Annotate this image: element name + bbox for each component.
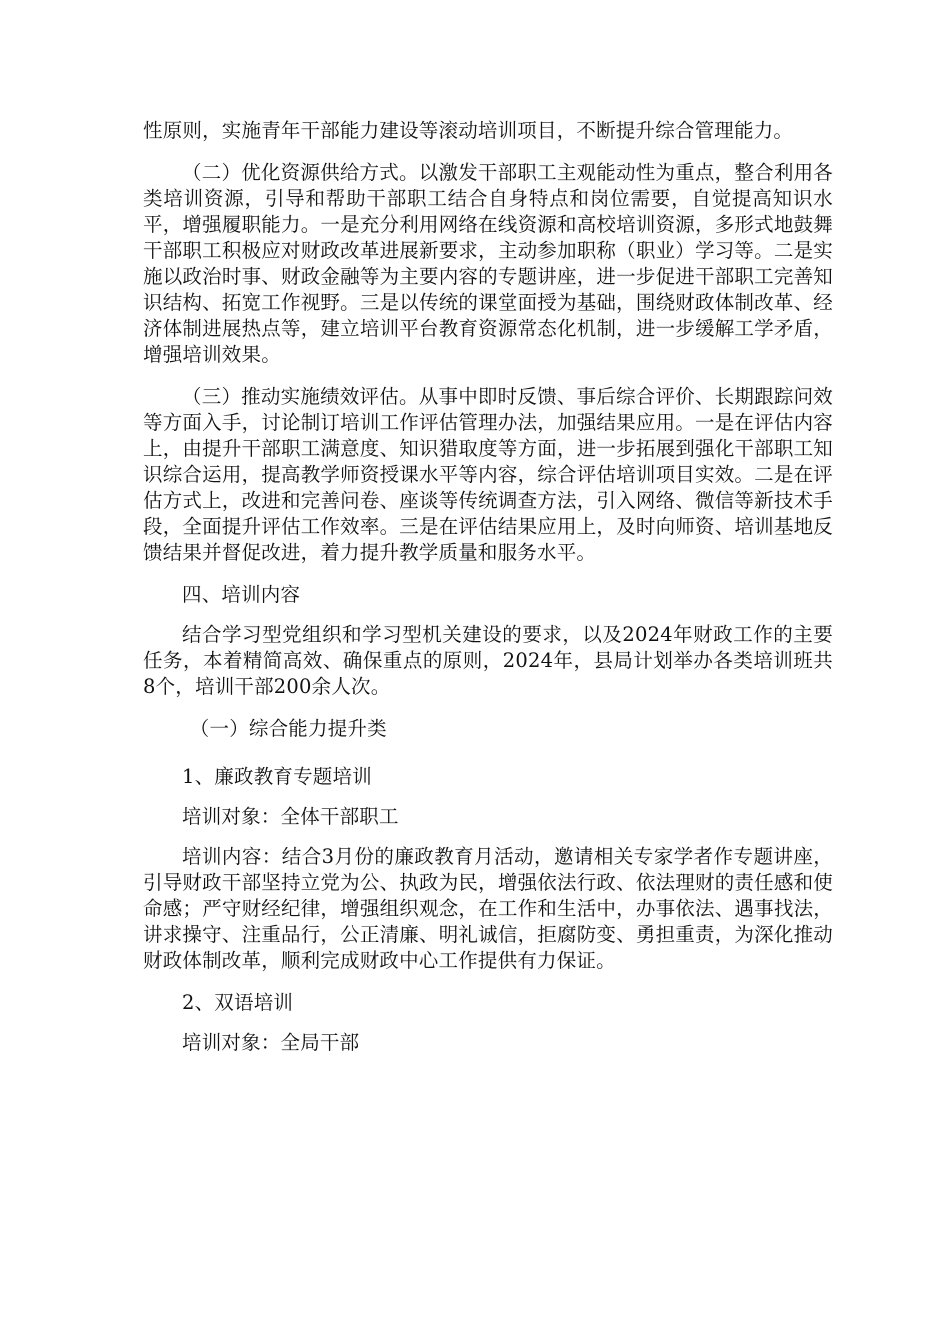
section-heading-training-content: 四、培训内容	[182, 583, 301, 606]
item-target-integrity-training: 培训对象：全体干部职工	[182, 805, 399, 828]
document-page	[143, 118, 833, 1072]
paragraph-performance-evaluation: （三）推动实施绩效评估。从事中即时反馈、事后综合评价、长期跟踪问效等方面入手，讨论制订培训工作评估管理办法，加强结果应用。一是在评估内容上，由提升干部职工满意度、知识猎取度等方面，进一步拓展到强化干部职工知识综合运用，提高教学师资授课水平等内容，综合评估培训项目实效。二是在评估方式上，改进和完善问卷、座谈等传统调查方法，引入网络、微信等新技术手段，全面提升评估工作效率。三是在评估结果应用上，及时向师资、培训基地反馈结果并督促改进，着力提升教学质量和服务水平。	[143, 385, 833, 564]
item-title-integrity-training: 1、廉政教育专题培训	[182, 765, 372, 788]
paragraph-continuation: 性原则，实施青年干部能力建设等滚动培训项目，不断提升综合管理能力。	[143, 119, 794, 142]
paragraph-training-plan: 结合学习型党组织和学习型机关建设的要求，以及2024年财政工作的主要任务，本着精简高效、确保重点的原则，2024年，县局计划举办各类培训班共8个，培训干部200余人次。	[143, 623, 833, 698]
item-title-bilingual-training: 2、双语培训	[182, 991, 294, 1014]
subheading-comprehensive-ability: （一）综合能力提升类	[189, 717, 387, 740]
item-content-integrity-training: 培训内容：结合3月份的廉政教育月活动，邀请相关专家学者作专题讲座，引导财政干部坚持立党为公、执政为民，增强依法行政、依法理财的责任感和使命感；严守财经纪律，增强组织观念，在工作和生活中，办事依法、遇事找法，讲求操守、注重品行，公正清廉、明礼诚信，拒腐防变、勇担重责，为深化推动财政体制改革，顺利完成财政中心工作提供有力保证。	[143, 845, 833, 972]
paragraph-resource-supply: （二）优化资源供给方式。以激发干部职工主观能动性为重点，整合利用各类培训资源，引导和帮助干部职工结合自身特点和岗位需要，自觉提高知识水平，增强履职能力。一是充分利用网络在线资源和高校培训资源，多形式地鼓舞干部职工积极应对财政改革进展新要求，主动参加职称（职业）学习等。二是实施以政治时事、财政金融等为主要内容的专题讲座，进一步促进干部职工完善知识结构、拓宽工作视野。三是以传统的课堂面授为基础，围绕财政体制改革、经济体制进展热点等，建立培训平台教育资源常态化机制，进一步缓解工学矛盾，增强培训效果。	[143, 161, 833, 366]
item-target-bilingual-training: 培训对象：全局干部	[182, 1031, 360, 1054]
